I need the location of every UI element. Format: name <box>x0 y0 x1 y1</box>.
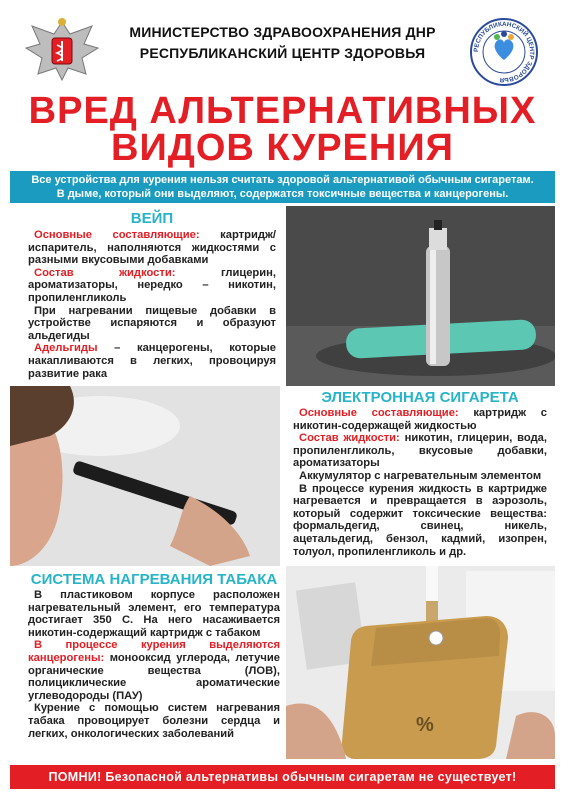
health-center-seal-icon <box>468 16 540 88</box>
smoker-photo <box>10 386 280 566</box>
poster-title-line2: ВИДОВ КУРЕНИЯ <box>111 127 454 169</box>
intro-banner <box>10 171 555 203</box>
footer-warning: ПОМНИ! Безопасной альтернативы обычным сигаретам не существует! <box>10 765 555 789</box>
heat-diseases: Курение с помощью систем нагревания табака провоцирует болезни сердца и легких, онкологических заболеваний <box>28 702 280 740</box>
ecig-title: ЭЛЕКТРОННАЯ СИГАРЕТА <box>321 389 519 406</box>
ecig-aerosol: В процессе курения жидкость в картридже нагревается и превращается в аэрозоль, который содержит токсические вещества: формальдегид, свинец, никель, ацетальдегид, бензол, кадмий, изопрен, толуол, пропиленгликоль и др. <box>293 482 547 558</box>
svg-text:РЕСПУБЛИКАНСКИЙ ЦЕНТР ЗДОРОВЬЯ: РЕСПУБЛИКАНСКИЙ ЦЕНТР ЗДОРОВЬЯ <box>472 20 536 84</box>
vape-title: ВЕЙП <box>130 210 174 227</box>
vape-photo <box>286 206 555 386</box>
heat-carcinogens: В процессе курения выделяются канцерогены: монооксид углерода, летучие органические вещества (ЛОВ), полициклические ароматические углеводороды (ПАУ) <box>28 639 280 702</box>
ecig-battery: Аккумулятор с нагревательным элементом <box>299 469 542 482</box>
heat-section <box>28 571 280 740</box>
coat-of-arms-icon <box>22 14 102 84</box>
intro-line1: Все устройства для курения нельзя считать здоровой альтернативой обычным сигаретам. <box>31 174 534 186</box>
poster-title-line1: ВРЕД АЛЬТЕРНАТИВНЫХ <box>28 90 537 132</box>
ecig-components: Основные составляющие: картридж с никотин-содержащей жидкостью <box>293 407 547 432</box>
vape-section <box>28 210 276 380</box>
heat-title: СИСТЕМА НАГРЕВАНИЯ ТАБАКА <box>30 571 278 588</box>
vape-liquid: Состав жидкости: глицерин, ароматизаторы, нередко – никотин, пропиленгликоль <box>28 266 276 304</box>
intro-line2: В дыме, который они выделяют, содержатся токсичные вещества и канцерогены. <box>56 188 509 200</box>
svg-text:%: % <box>416 714 434 736</box>
center-name: РЕСПУБЛИКАНСКИЙ ЦЕНТР ЗДОРОВЬЯ <box>139 45 426 61</box>
vape-heating: При нагревании пищевые добавки в устройстве испаряются и образуют альдегиды <box>28 304 276 342</box>
ecig-section <box>293 389 547 558</box>
ministry-name: МИНИСТЕРСТВО ЗДРАВООХРАНЕНИЯ ДНР <box>129 24 436 40</box>
heat-element: В пластиковом корпусе расположен нагревательный элемент, его температура достигает 350 С. На него насаживается никотин-содержащий картридж с табаком <box>28 589 280 639</box>
vape-components: Основные составляющие: картридж/испаритель, наполняются жидкостями с разными вкусовыми добавками <box>28 229 276 267</box>
heated-tobacco-photo <box>286 566 555 759</box>
vape-aldehydes: Адельгиды – канцерогены, которые накапливаются в легких, провоцируя развитие рака <box>28 342 276 380</box>
ecig-liquid: Состав жидкости: никотин, глицерин, вода, пропиленгликоль, вкусовые добавки, ароматизаторы <box>293 432 547 470</box>
